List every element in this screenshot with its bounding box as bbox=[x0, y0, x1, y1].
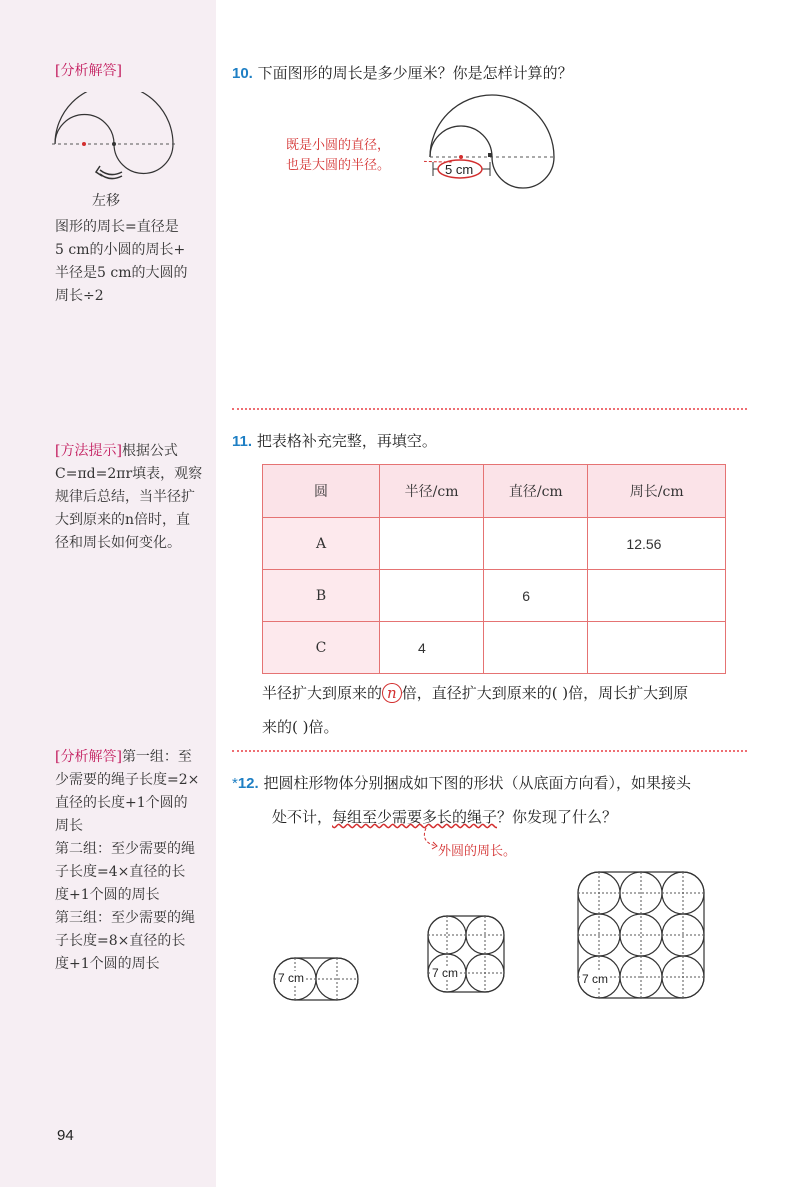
question-text: 处不计， bbox=[272, 808, 333, 826]
question-number: 10. bbox=[232, 65, 253, 82]
text-line: 周长 bbox=[55, 818, 83, 834]
table-header: 圆 bbox=[263, 465, 380, 518]
table-cell: A bbox=[263, 518, 380, 570]
table-cell: 12.56 bbox=[588, 518, 726, 570]
table-cell: 6 bbox=[484, 570, 588, 622]
question-text: 下面图形的周长是多少厘米？你是怎样计算的？ bbox=[257, 64, 573, 82]
fill-text: 倍，直径扩大到原来的( )倍，周长扩大到原 bbox=[401, 684, 689, 702]
text-line: 5 cm的小圆的周长+ bbox=[55, 242, 186, 258]
analysis-tag: [分析解答] bbox=[55, 749, 122, 765]
question-12-line-2 bbox=[272, 806, 617, 827]
text-line: 根据公式 bbox=[121, 443, 178, 459]
table-cell: C bbox=[263, 622, 380, 674]
question-text: 把表格补充完整，再填空。 bbox=[256, 432, 437, 450]
shift-label: 左移 bbox=[92, 193, 120, 209]
text-line: 度+1个圆的周长 bbox=[55, 956, 160, 972]
note-line: 既是小圆的直径， bbox=[286, 138, 391, 153]
table-row bbox=[263, 622, 726, 674]
answer-cell[interactable] bbox=[380, 518, 484, 570]
table-header-row bbox=[263, 465, 726, 518]
fill-text: 半径扩大到原来的 bbox=[262, 684, 383, 702]
page-number: 94 bbox=[57, 1127, 74, 1144]
fill-blank-line-1 bbox=[262, 682, 688, 703]
circle-table bbox=[262, 464, 726, 674]
method-hint-tag: [方法提示] bbox=[55, 443, 122, 459]
text-line: 图形的周长=直径是 bbox=[55, 219, 179, 235]
table-header: 直径/cm bbox=[484, 465, 588, 518]
question-12 bbox=[232, 772, 691, 793]
answer-cell[interactable] bbox=[588, 570, 726, 622]
text-line: 第二组：至少需要的绳 bbox=[55, 841, 195, 857]
text-line: 第一组：至 bbox=[121, 749, 192, 765]
semicircle-figure bbox=[424, 92, 564, 192]
n-highlight: n bbox=[382, 683, 402, 703]
question-text: ？你发现了什么？ bbox=[497, 808, 618, 826]
question-number: 12. bbox=[237, 775, 259, 792]
dimension-label: 7 cm bbox=[582, 972, 609, 986]
text-line: 径和周长如何变化。 bbox=[55, 535, 181, 551]
answer-cell[interactable] bbox=[588, 622, 726, 674]
text-line: 半径是5 cm的大圆的 bbox=[55, 265, 188, 281]
bundle-figure-4 bbox=[424, 912, 509, 997]
sidebar-method-hint-block bbox=[55, 440, 205, 555]
text-line: 大到原来的n倍时，直 bbox=[55, 512, 191, 528]
answer-cell[interactable] bbox=[484, 622, 588, 674]
table-cell: 4 bbox=[380, 622, 484, 674]
text-line: 度+1个圆的周长 bbox=[55, 887, 160, 903]
text-line: 少需要的绳子长度=2× bbox=[55, 772, 200, 788]
table-cell: B bbox=[263, 570, 380, 622]
text-line: 子长度=8×直径的长 bbox=[55, 933, 186, 949]
annotation-note bbox=[286, 136, 390, 176]
note-line: 也是大圆的半径。 bbox=[286, 158, 391, 173]
answer-cell[interactable] bbox=[484, 518, 588, 570]
table-row bbox=[263, 570, 726, 622]
shift-diagram bbox=[52, 92, 212, 192]
optional-star: * bbox=[232, 775, 238, 792]
answer-cell[interactable] bbox=[380, 570, 484, 622]
table-header: 周长/cm bbox=[588, 465, 726, 518]
text-line: 子长度=4×直径的长 bbox=[55, 864, 186, 880]
text-line: 直径的长度+1个圆的 bbox=[55, 795, 188, 811]
question-11 bbox=[232, 430, 437, 451]
sidebar-analysis-block-1 bbox=[55, 60, 205, 83]
text-line: 规律后总结，当半径扩 bbox=[55, 489, 195, 505]
dimension-label: 5 cm bbox=[445, 162, 474, 177]
text-line: 周长÷2 bbox=[55, 288, 104, 304]
underlined-text: 每组至少需要多长的绳子 bbox=[332, 808, 498, 826]
section-divider bbox=[232, 408, 747, 410]
fill-blank-line-2: 来的( )倍。 bbox=[262, 718, 339, 736]
table-row bbox=[263, 518, 726, 570]
analysis-tag: [分析解答] bbox=[55, 63, 122, 79]
sidebar-analysis-block-3 bbox=[55, 746, 205, 976]
question-text: 把圆柱形物体分别捆成如下图的形状（从底面方向看），如果接头 bbox=[263, 774, 691, 792]
text-line: 第三组：至少需要的绳 bbox=[55, 910, 195, 926]
section-divider bbox=[232, 750, 747, 752]
annotation-note: 外圆的周长。 bbox=[438, 844, 517, 859]
table-header: 半径/cm bbox=[380, 465, 484, 518]
dimension-label: 7 cm bbox=[278, 971, 305, 985]
text-line: C=πd=2πr填表，观察 bbox=[55, 466, 203, 482]
question-10 bbox=[232, 62, 573, 83]
dimension-label: 7 cm bbox=[432, 966, 459, 980]
question-number: 11. bbox=[232, 433, 253, 450]
sidebar-block-1-text bbox=[55, 216, 205, 308]
